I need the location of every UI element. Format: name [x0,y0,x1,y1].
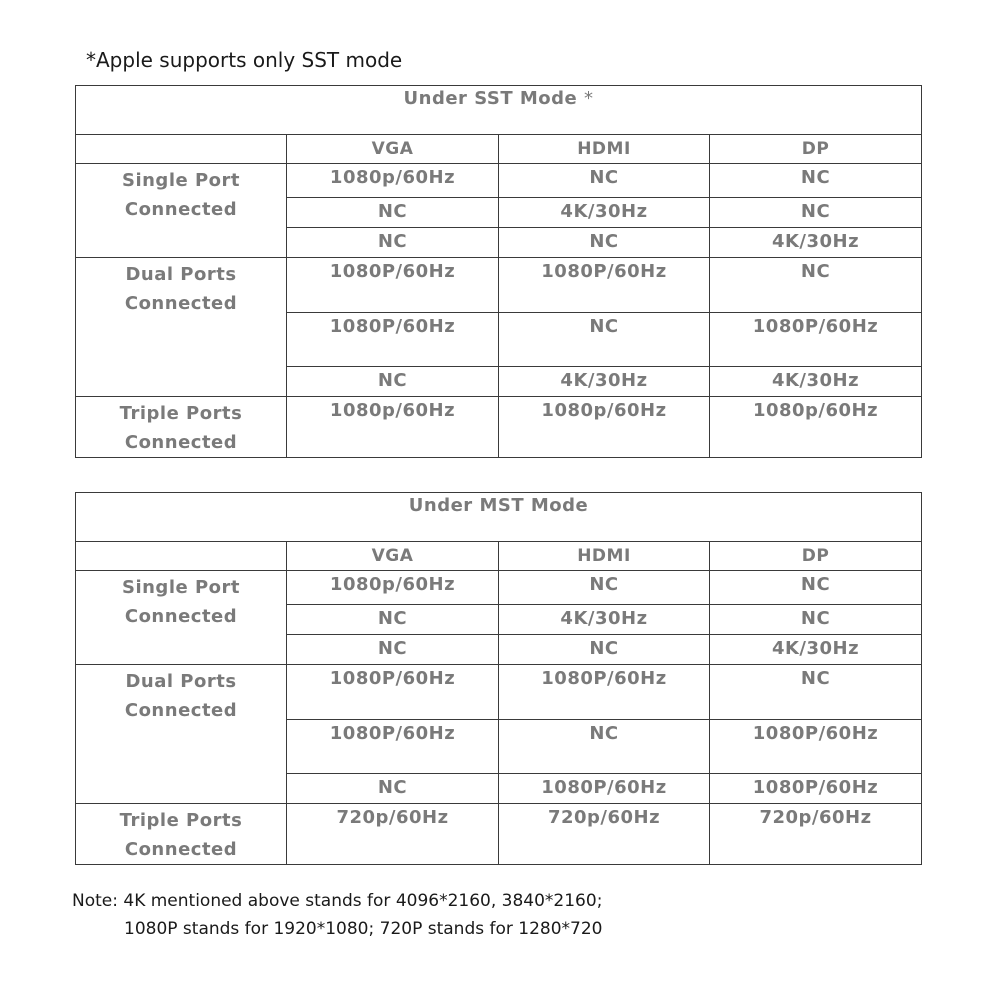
corner-cell [76,542,287,571]
cell: NC [287,635,499,665]
cell: NC [499,164,710,198]
corner-cell [76,135,287,164]
row-label-line2: Connected [124,199,238,220]
row-label-line1: Dual Ports [125,264,237,285]
cell: 1080p/60Hz [710,397,922,458]
cell: 1080p/60Hz [499,397,710,458]
cell: 4K/30Hz [710,635,922,665]
cell: 1080P/60Hz [287,258,499,313]
row-label-triple-ports [76,804,287,865]
row-label-dual-ports [76,665,287,804]
cell: 1080P/60Hz [499,258,710,313]
cell: 1080p/60Hz [287,571,499,605]
mst-mode-table [75,492,922,865]
cell: NC [710,571,922,605]
cell: 720p/60Hz [499,804,710,865]
cell: NC [710,258,922,313]
row-label-line2: Connected [124,839,238,860]
resolution-footnote [72,887,602,943]
cell: 720p/60Hz [710,804,922,865]
cell: 4K/30Hz [499,198,710,228]
col-header-dp: DP [710,135,922,164]
cell: NC [499,635,710,665]
cell: 4K/30Hz [499,367,710,397]
footnote-line2: 1080P stands for 1920*1080; 720P stands for 1280*720 [124,919,603,939]
row-label-single-port [76,164,287,258]
row-label-line2: Connected [124,606,238,627]
row-label-dual-ports [76,258,287,397]
row-label-line2: Connected [124,293,238,314]
row-label-line1: Triple Ports [119,810,243,831]
cell: NC [287,228,499,258]
cell: NC [710,198,922,228]
col-header-hdmi: HDMI [499,542,710,571]
cell: NC [710,665,922,720]
cell: 1080p/60Hz [287,164,499,198]
cell: 4K/30Hz [710,228,922,258]
row-label-line2: Connected [124,432,238,453]
row-label-line1: Single Port [121,170,241,191]
cell: 4K/30Hz [499,605,710,635]
row-label-line1: Single Port [121,577,241,598]
sst-title-text: Under SST Mode [403,88,578,109]
cell: NC [710,164,922,198]
footnote-line1: Note: 4K mentioned above stands for 4096*2160, 3840*2160; [72,891,603,911]
cell: 1080P/60Hz [287,665,499,720]
mst-table-title: Under MST Mode [76,493,922,542]
col-header-dp: DP [710,542,922,571]
col-header-vga: VGA [287,135,499,164]
row-label-line2: Connected [124,700,238,721]
cell: NC [499,720,710,774]
cell: 1080p/60Hz [287,397,499,458]
col-header-vga: VGA [287,542,499,571]
apple-sst-note: *Apple supports only SST mode [86,48,403,72]
cell: NC [499,228,710,258]
cell: 1080P/60Hz [710,313,922,367]
cell: NC [499,313,710,367]
cell: 1080P/60Hz [287,720,499,774]
sst-title-mark: * [584,88,594,109]
cell: NC [287,605,499,635]
cell: 1080P/60Hz [287,313,499,367]
cell: NC [287,774,499,804]
cell: 1080P/60Hz [499,774,710,804]
col-header-hdmi: HDMI [499,135,710,164]
sst-mode-table [75,85,922,458]
sst-table-title [76,86,922,135]
row-label-line1: Dual Ports [125,671,237,692]
row-label-single-port [76,571,287,665]
cell: NC [499,571,710,605]
cell: 720p/60Hz [287,804,499,865]
cell: 1080P/60Hz [710,720,922,774]
cell: 1080P/60Hz [499,665,710,720]
cell: NC [710,605,922,635]
cell: NC [287,367,499,397]
cell: 1080P/60Hz [710,774,922,804]
cell: NC [287,198,499,228]
row-label-line1: Triple Ports [119,403,243,424]
cell: 4K/30Hz [710,367,922,397]
row-label-triple-ports [76,397,287,458]
